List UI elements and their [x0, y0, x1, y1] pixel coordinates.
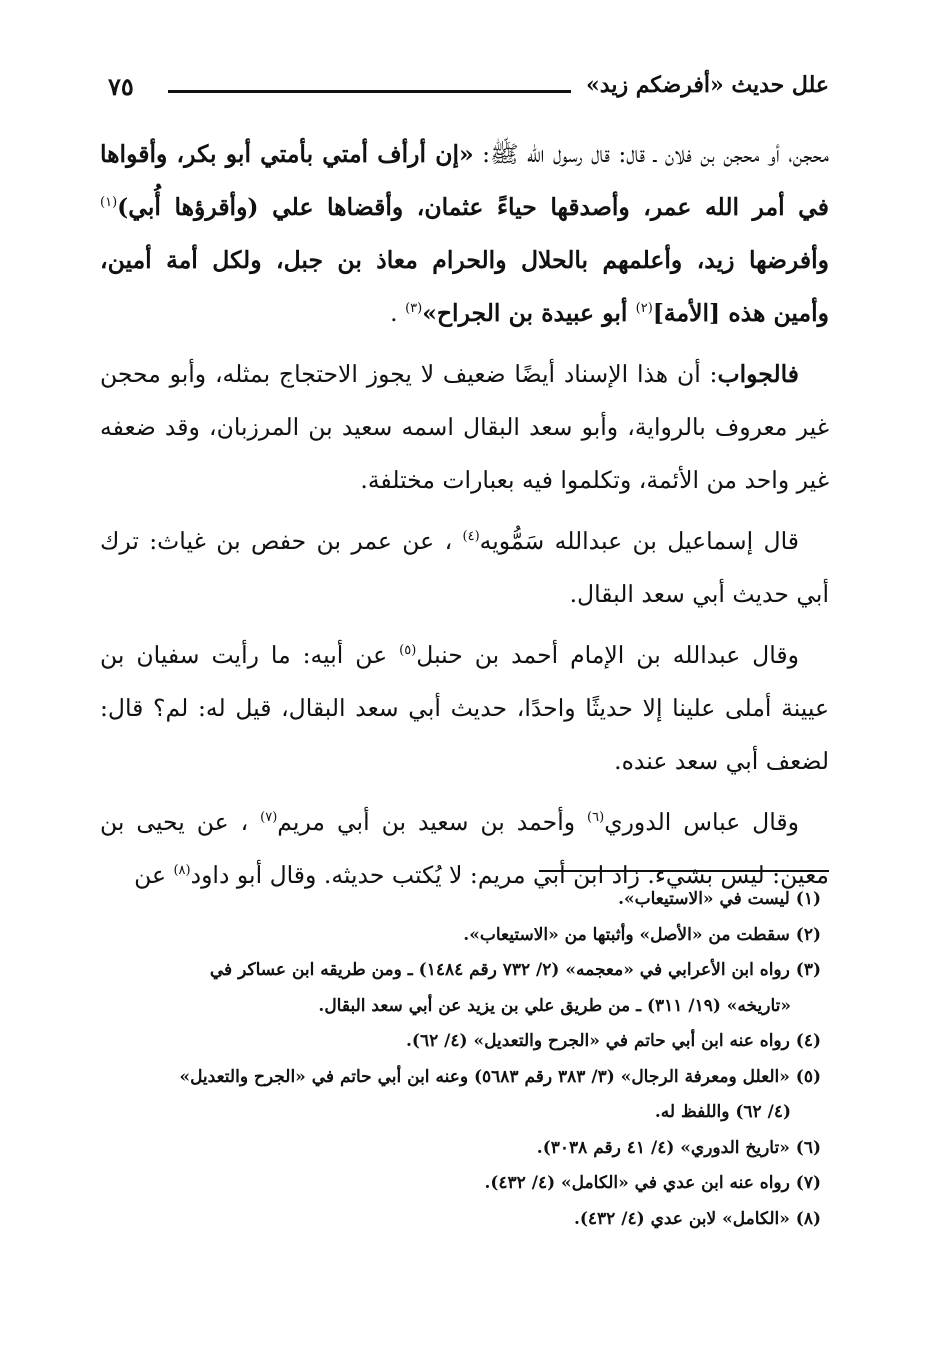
text-run: وقال عباس الدوري	[604, 808, 799, 836]
footnote-ref: (٥)	[399, 643, 417, 659]
hadith-text: «إن أرأف أمتي بأمتي أبو بكر، وأقواها في أمر الله عمر، وأصدقها حياءً عثمان، وأقضاها علي (وأقرؤها أُبي)	[100, 140, 829, 221]
footnote-2: (٢) سقطت من «الأصل» وأثبتها من «الاستيعاب».	[463, 924, 821, 945]
paragraph-answer	[100, 348, 829, 507]
footnote-7: (٧) رواه عنه ابن عدي في «الكامل» (٤/ ٤٣٢).	[484, 1173, 821, 1193]
hadith-intro: محجن، أو محجن بن فلان ـ قال: قال رسول الله ﷺ:	[473, 140, 829, 168]
footnote-ref: (١)	[100, 195, 118, 211]
footnote-ref: (٧)	[260, 810, 278, 826]
footnote-6: (٦) «تاريخ الدوري» (٤/ ٤١ رقم ٣٠٣٨).	[536, 1137, 821, 1158]
main-text	[100, 128, 829, 910]
answer-label: فالجواب	[717, 360, 799, 388]
footnote-8: (٨) «الكامل» لابن عدي (٤/ ٤٣٢).	[573, 1208, 821, 1229]
page-header	[108, 72, 829, 112]
text-run: وأحمد بن سعيد بن أبي مريم	[277, 808, 588, 836]
page-number: ٧٥	[108, 72, 134, 101]
footnote-3: (٣) رواه ابن الأعرابي في «معجمه» (٢/ ٧٣٢ رقم ١٤٨٤) ـ ومن طريقه ابن عساكر في	[209, 960, 821, 980]
header-rule	[168, 90, 571, 93]
text-run: ، عن عمر بن حفص بن غياث: ترك أبي حديث أبي سعد البقال.	[100, 527, 829, 608]
text-run: عن أبيه: ما رأيت سفيان بن عيينة أملى علينا إلا حديثًا واحدًا، حديث أبي سعد البقال، قيل له: لم؟ قال: لضعف أبي سعد عنده.	[100, 641, 829, 775]
text-run: ، عن يحيى بن معين: ليس بشيء. زاد ابن أبي مريم: لا يُكتب حديثه. وقال أبو داود	[100, 808, 829, 889]
paragraph-hadith	[100, 128, 829, 340]
text-run: قال إسماعيل بن عبدالله سَمُّويه	[479, 527, 799, 555]
footnotes	[90, 882, 821, 1237]
footnote-5: (٥) «العلل ومعرفة الرجال» (٣/ ٣٨٣ رقم ٥٦٨٣) وعنه ابن أبي حاتم في «الجرح والتعديل»	[179, 1066, 821, 1087]
hadith-text: أبو عبيدة بن الجراح»	[422, 299, 636, 327]
footnote-separator	[539, 870, 829, 872]
footnote-ref: (٨)	[173, 863, 191, 879]
paragraph-abdullah	[100, 629, 829, 788]
hadith-end: .	[390, 299, 406, 327]
footnote-5-cont: (٤/ ٦٢) واللفظ له.	[654, 1102, 791, 1122]
paragraph-ismail	[100, 515, 829, 621]
footnote-ref: (٣)	[405, 301, 423, 317]
answer-text: : أن هذا الإسناد أيضًا ضعيف لا يجوز الاحتجاج بمثله، وأبو محجن غير معروف بالرواية، وأبو سعد البقال اسمه سعيد بن المرزبان، وقد ضعفه غير واحد من الأئمة، وتكلموا فيه بعبارات مختلفة.	[100, 360, 829, 494]
footnote-1: (١) ليست في «الاستيعاب».	[618, 889, 821, 909]
footnote-ref: (٢)	[635, 301, 653, 317]
running-title: علل حديث «أفرضكم زيد»	[586, 72, 829, 98]
text-run: عن	[134, 861, 174, 889]
text-run: وقال عبدالله بن الإمام أحمد بن حنبل	[416, 641, 799, 669]
footnote-3-cont: «تاريخه» (١٩/ ٣١١) ـ من طريق علي بن يزيد عن أبي سعد البقال.	[318, 995, 791, 1016]
footnote-4: (٤) رواه عنه ابن أبي حاتم في «الجرح والتعديل» (٤/ ٦٢).	[406, 1031, 821, 1051]
hadith-text: وأفرضها زيد، وأعلمهم بالحلال والحرام معاذ بن جبل، ولكل أمة أمين، وأمين هذه [الأمة]	[100, 246, 829, 327]
footnote-ref: (٤)	[462, 529, 480, 545]
footnote-ref: (٦)	[587, 810, 605, 826]
